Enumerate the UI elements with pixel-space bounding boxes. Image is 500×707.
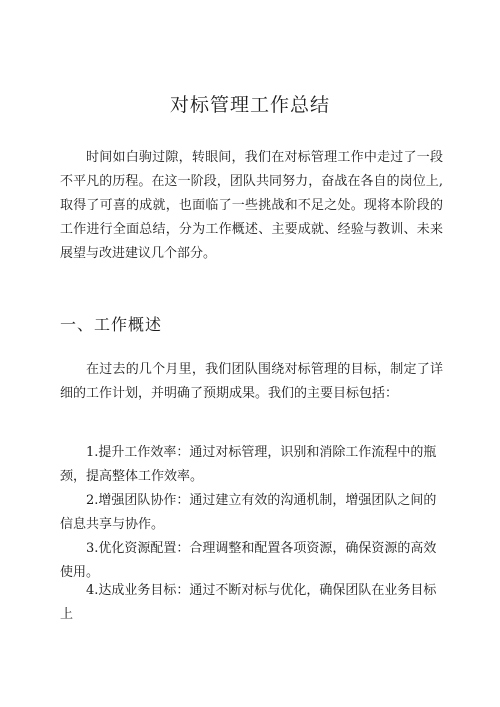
list-item-text: 优化资源配置：合理调整和配置各项资源，确保资源的高效使用。 (60, 541, 437, 580)
list-item-number: 4 (86, 583, 95, 598)
list-item (60, 441, 443, 489)
list-item-number: 1 (86, 445, 95, 460)
document-title: 对标管理工作总结 (169, 94, 330, 116)
section-heading: 一、工作概述 (60, 315, 163, 334)
list-item-text: .增强团队协作：通过建立有效的沟通机制，增强团队之间的信息共享与协作。 (60, 493, 437, 532)
list-item (60, 537, 443, 585)
list-item-text: .达成业务目标：通过不断对标与优化，确保团队在业务目标上 (60, 583, 437, 622)
list-item-text: .提升工作效率：通过对标管理，识别和消除工作流程中的瓶颈，提高整体工作效率。 (60, 445, 437, 484)
list-item-number: 3. (86, 541, 99, 556)
list-item (60, 489, 443, 537)
list-item (60, 579, 443, 627)
list-item-number: 2 (86, 493, 95, 508)
section-paragraph: 在过去的几个月里，我们团队围绕对标管理的目标，制定了详细的工作计划，并明确了预期成果。我们的主要目标包括： (60, 362, 443, 401)
intro-paragraph: 时间如白驹过隙，转眼间，我们在对标管理工作中走过了一段不平凡的历程。在这一阶段，团队共同努力，奋战在各自的岗位上,取得了可喜的成就，也面临了一些挑战和不足之处。现将本阶段的工作进行全面总结，分为工作概述、主要成就、经验与教训、未来展望与改进建议几个部分。 (60, 150, 443, 261)
